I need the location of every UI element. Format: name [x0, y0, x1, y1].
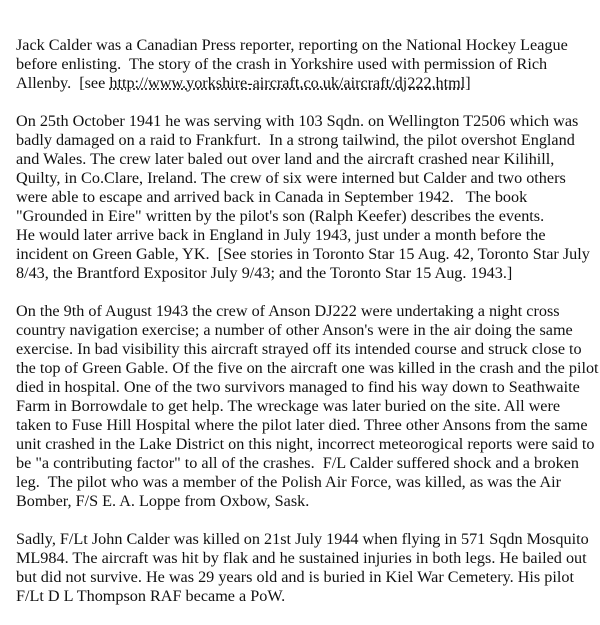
- text-line: Farm in Borrowdale to get help. The wreckage was later buried on the site. All were: [16, 397, 561, 415]
- text-line: were able to escape and arrived back in Canada in September 1942. The book: [16, 188, 528, 206]
- text-line: "Grounded in Eire" written by the pilot's son (Ralph Keefer) describes the events.: [16, 207, 545, 225]
- text-line: country navigation exercise; a number of other Anson's were in the air doing the same: [16, 321, 573, 339]
- paragraph-1943: [16, 302, 600, 511]
- text-line: On the 9th of August 1943 the crew of Anson DJ222 were undertaking a night cross: [16, 302, 560, 320]
- source-link[interactable]: http://www.yorkshire-aircraft.co.uk/aircraft/dj222.html: [109, 74, 466, 92]
- text-line: On 25th October 1941 he was serving with 103 Sqdn. on Wellington T2506 which was: [16, 112, 579, 130]
- text-line: He would later arrive back in England in July 1943, just under a month before the: [16, 226, 546, 244]
- text-line: incident on Green Gable, YK. [See stories in Toronto Star 15 Aug. 42, Toronto Star July: [16, 245, 590, 263]
- text-line: Quilty, in Co.Clare, Ireland. The crew of six were interned but Calder and two others: [16, 169, 566, 187]
- text-line: 8/43, the Brantford Expositor July 9/43; and the Toronto Star 15 Aug. 1943.]: [16, 264, 513, 282]
- text-line: Sadly, F/Lt John Calder was killed on 21st July 1944 when flying in 571 Sqdn Mosquito: [16, 530, 589, 548]
- document-body: [16, 36, 600, 625]
- text-line-with-link: [16, 74, 600, 93]
- text-line: be "a contributing factor" to all of the crashes. F/L Calder suffered shock and a broken: [16, 454, 579, 472]
- text-line: exercise. In bad visibility this aircraft strayed off its intended course and struck close to: [16, 340, 582, 358]
- paragraph-intro: [16, 36, 600, 93]
- text-line: F/Lt D L Thompson RAF became a PoW.: [16, 587, 286, 605]
- text-line: the top of Green Gable. Of the five on the aircraft one was killed in the crash and the pilot: [16, 359, 599, 377]
- text-line: before enlisting. The story of the crash in Yorkshire used with permission of Rich: [16, 55, 548, 73]
- text-line: badly damaged on a raid to Frankfurt. In a strong tailwind, the pilot overshot England: [16, 131, 575, 149]
- text-line: Bomber, F/S E. A. Loppe from Oxbow, Sask.: [16, 492, 310, 510]
- text-line: Jack Calder was a Canadian Press reporter, reporting on the National Hockey League: [16, 36, 568, 54]
- link-prefix: Allenby. [see: [16, 74, 110, 92]
- link-suffix: ]: [465, 74, 471, 92]
- text-line: ML984. The aircraft was hit by flak and he sustained injuries in both legs. He bailed out: [16, 549, 587, 567]
- text-line: taken to Fuse Hill Hospital where the pilot later died. Three other Ansons from the same: [16, 416, 588, 434]
- text-line: leg. The pilot who was a member of the Polish Air Force, was killed, as was the Air: [16, 473, 562, 491]
- text-line: but did not survive. He was 29 years old and is buried in Kiel War Cemetery. His pilot: [16, 568, 574, 586]
- text-line: died in hospital. One of the two survivors managed to find his way down to Seathwaite: [16, 378, 580, 396]
- text-line: and Wales. The crew later baled out over land and the aircraft crashed near Kilihill,: [16, 150, 555, 168]
- paragraph-1941: [16, 112, 600, 283]
- text-line: unit crashed in the Lake District on this night, incorrect meteorogical reports were said to: [16, 435, 595, 453]
- paragraph-1944: [16, 530, 600, 606]
